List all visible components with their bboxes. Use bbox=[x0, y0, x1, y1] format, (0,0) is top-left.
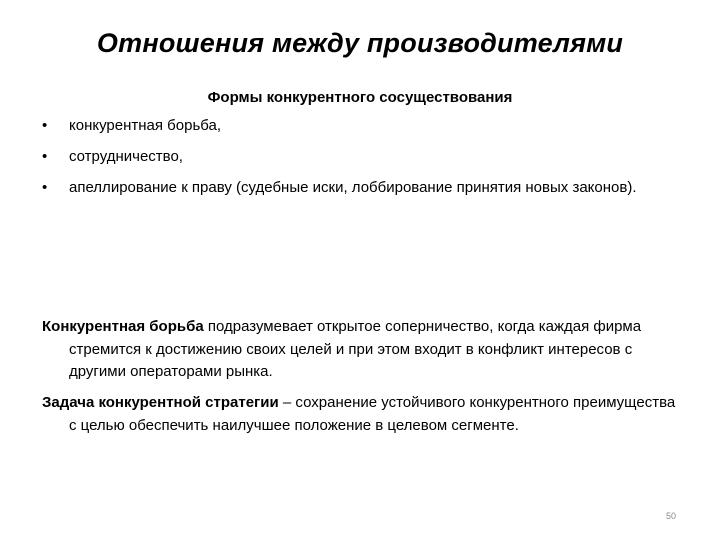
bullet-marker: • bbox=[42, 117, 48, 134]
bullet-item bbox=[42, 177, 662, 199]
strategy-paragraph bbox=[42, 392, 684, 437]
slide-subtitle: Формы конкурентного сосуществования bbox=[207, 89, 513, 106]
page-number: 50 bbox=[665, 511, 676, 521]
bullet-list bbox=[42, 115, 662, 208]
definition-text: подразумевает открытое соперничество, когда каждая фирма стремится к достижению своих целей и при этом входит в конфликт интересов с другими операторами рынка. bbox=[69, 318, 642, 380]
bullet-item bbox=[42, 146, 662, 168]
definition-paragraph bbox=[42, 316, 684, 384]
bullet-text: апеллирование к праву (судебные иски, лоббирование принятия новых законов). bbox=[69, 179, 637, 196]
slide-title: Отношения между производителями bbox=[96, 28, 624, 58]
strategy-text: – сохранение устойчивого конкурентного преимущества с целью обеспечить наилучшее положение в целевом сегменте. bbox=[69, 394, 676, 434]
bullet-text: конкурентная борьба, bbox=[69, 117, 222, 134]
strategy-term: Задача конкурентной стратегии bbox=[42, 394, 279, 411]
bullet-item bbox=[42, 115, 662, 137]
bullet-text: сотрудничество, bbox=[69, 148, 183, 165]
bullet-marker: • bbox=[42, 179, 48, 196]
bullet-marker: • bbox=[42, 148, 48, 165]
definition-term: Конкурентная борьба bbox=[42, 318, 204, 335]
